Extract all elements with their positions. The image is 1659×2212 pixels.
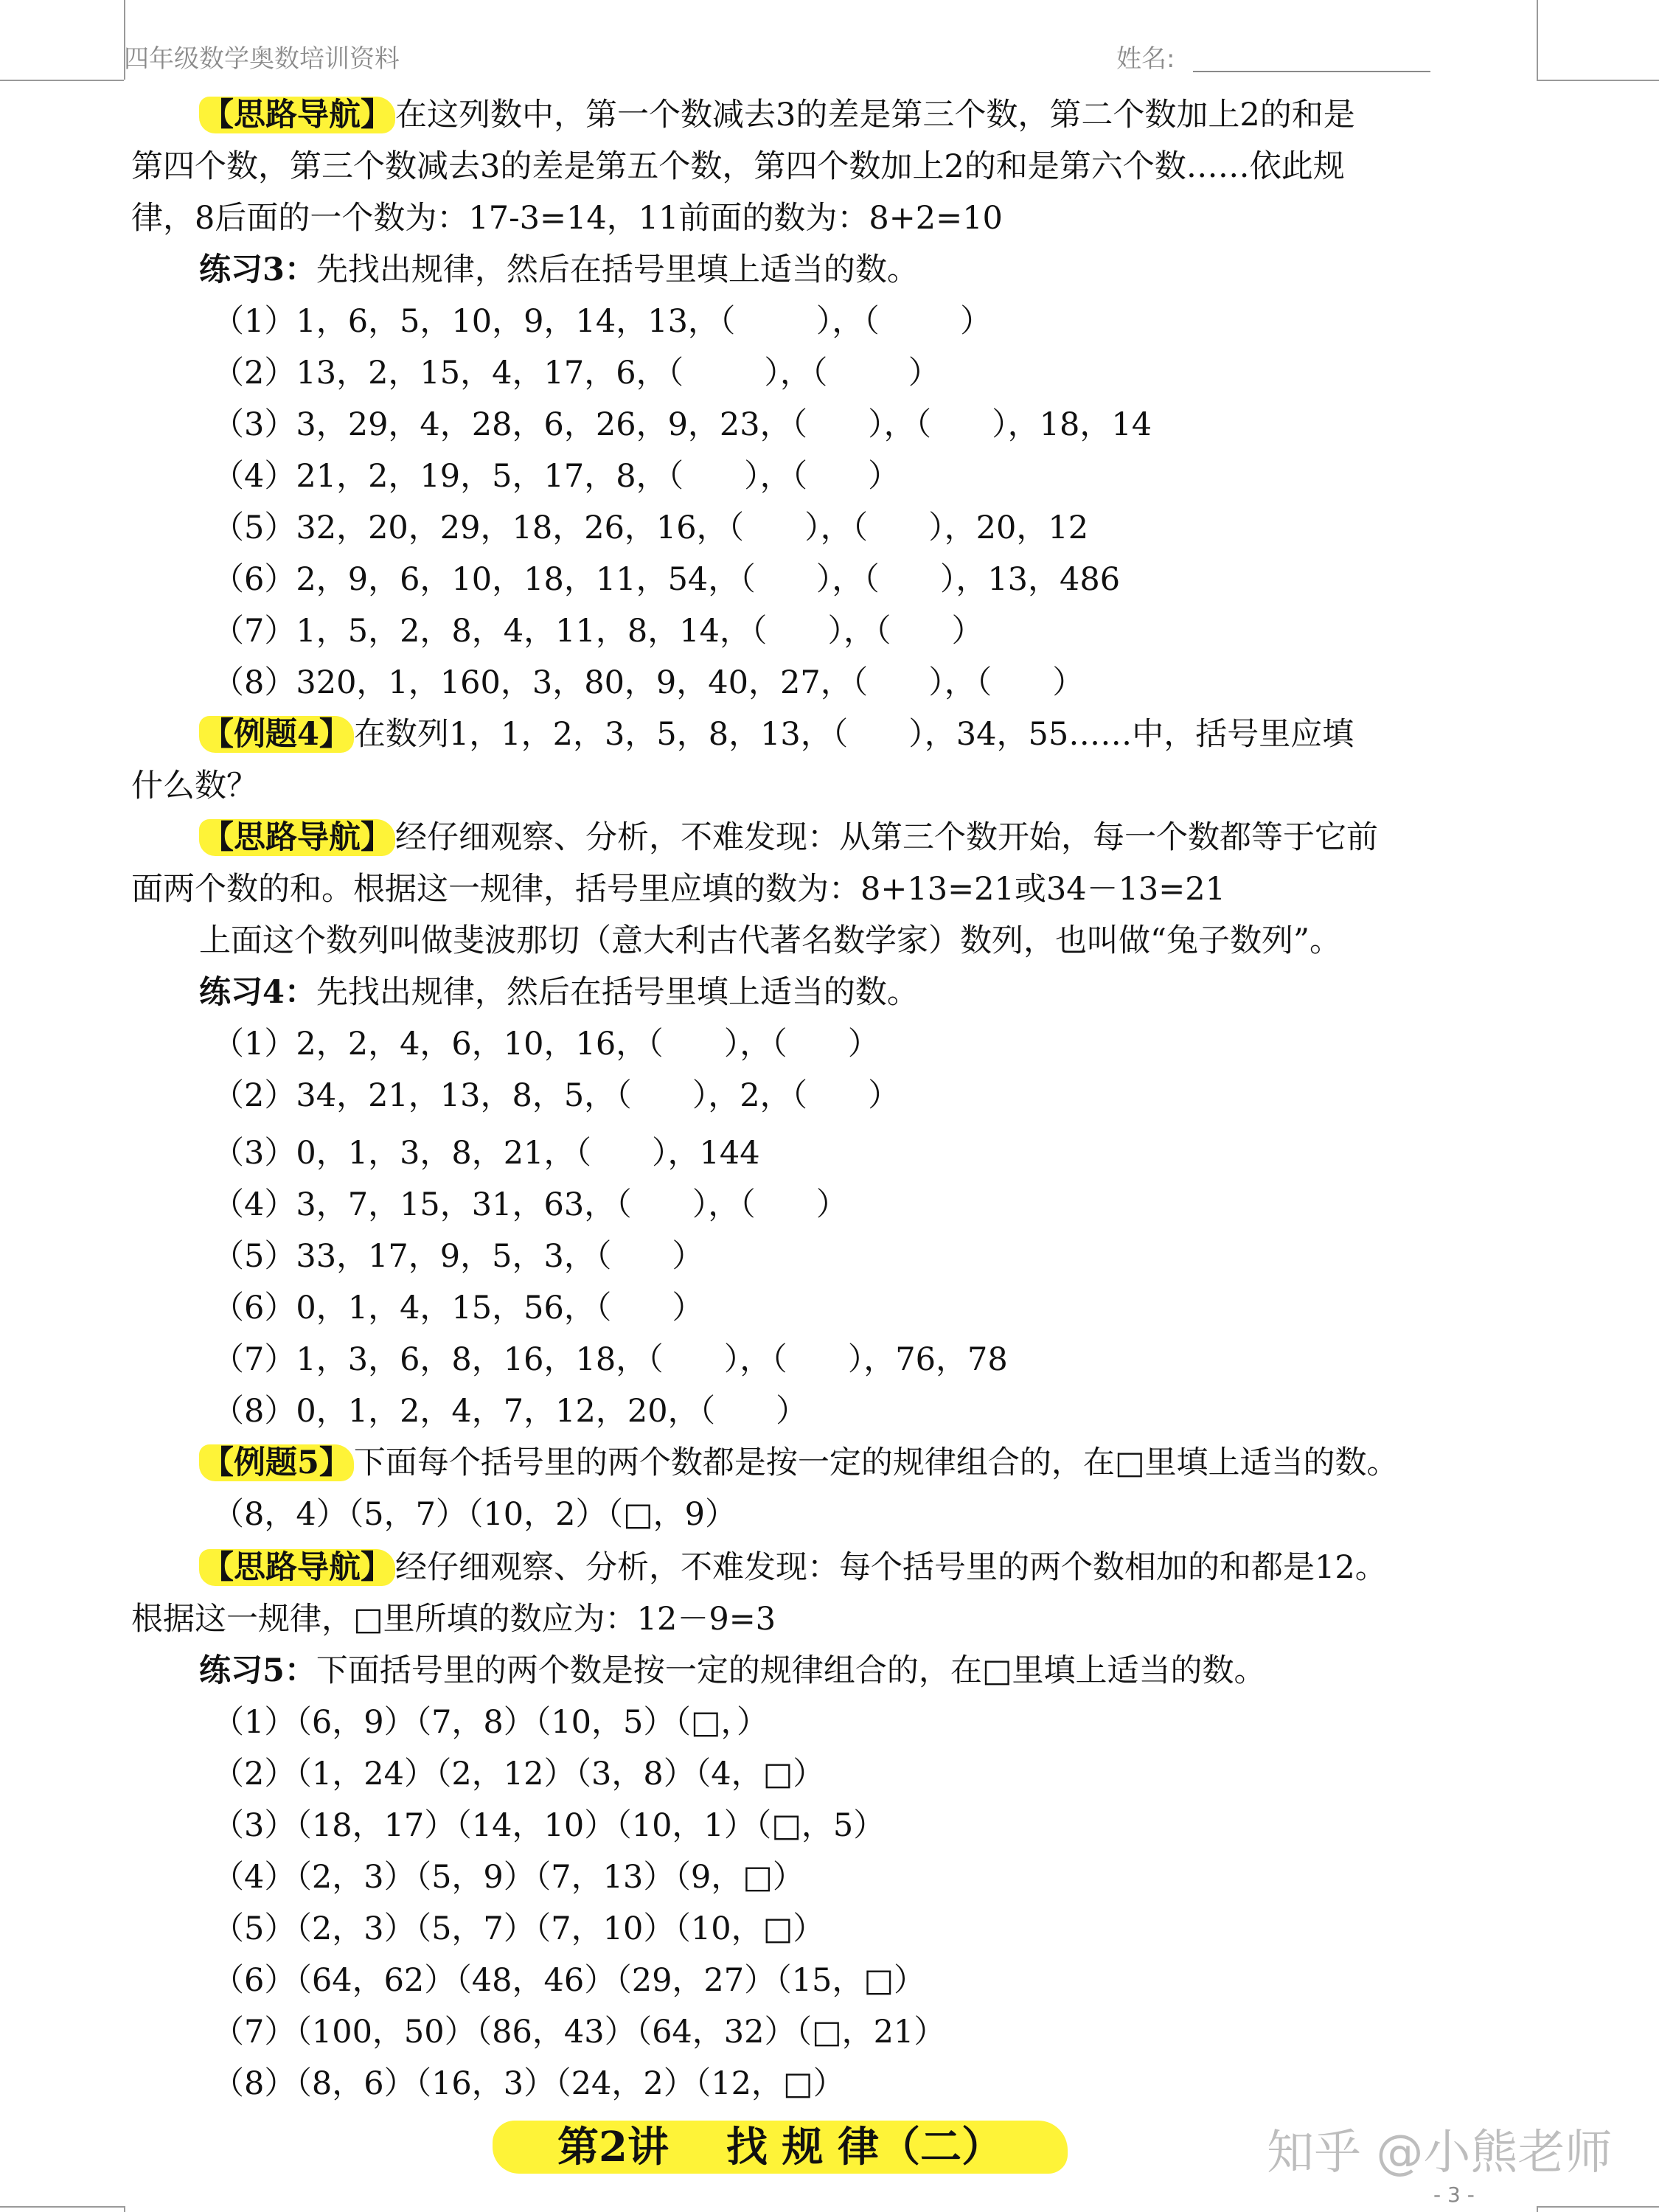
exercise-item: （2）34，21，13，8，5，（ ），2，（ ） — [212, 1077, 900, 1114]
text-line: 面两个数的和。根据这一规律，括号里应填的数为：8+13=21或34－13=21 — [131, 871, 1226, 908]
crop-mark — [0, 80, 124, 81]
header-name-label: 姓名: — [1116, 44, 1175, 74]
exercise-label: 练习3： — [199, 251, 316, 288]
exercise-label: 练习5： — [199, 1652, 316, 1689]
section-label: 【例题4】 — [199, 716, 354, 753]
watermark: 知乎 @小熊老师 — [1267, 2126, 1613, 2180]
example-line — [199, 1441, 1399, 1485]
line-text: 下面括号里的两个数是按一定的规律组合的，在□里填上适当的数。 — [316, 1652, 1266, 1689]
crop-mark — [1537, 2206, 1659, 2208]
name-blank-line — [1193, 71, 1430, 72]
exercise-item: （7）1，3，6，8，16，18，（ ），（ ），76，78 — [212, 1341, 1008, 1378]
line-text: 先找出规律，然后在括号里填上适当的数。 — [316, 251, 919, 288]
exercise-item: （5）（2，3）（5，7）（7，10）（10，□） — [212, 1910, 825, 1947]
exercise-heading — [199, 1649, 1266, 1693]
text-line: 根据这一规律，□里所填的数应为：12－9=3 — [131, 1601, 776, 1638]
crop-mark — [1537, 2206, 1538, 2212]
line-text: 下面每个括号里的两个数都是按一定的规律组合的，在□里填上适当的数。 — [353, 1444, 1399, 1481]
line-text: 在这列数中，第一个数减去3的差是第三个数，第二个数加上2的和是 — [395, 97, 1355, 133]
exercise-item: （4）（2，3）（5，9）（7，13）（9，□） — [212, 1859, 804, 1896]
exercise-item: （6）（64，62）（48，46）（29，27）（15，□） — [212, 1962, 925, 1999]
page-number: - 3 - — [1433, 2183, 1475, 2207]
exercise-item: （3）3，29，4，28，6，26，9，23，（ ），（ ），18，14 — [212, 406, 1152, 443]
section-label: 【思路导航】 — [199, 1549, 395, 1586]
exercise-item: （4）21，2，19，5，17，8，（ ），（ ） — [212, 458, 900, 495]
hint-line — [199, 93, 1355, 137]
exercise-item: （6）0，1，4，15，56，（ ） — [212, 1290, 704, 1326]
exercise-item: （8）0，1，2，4，7，12，20，（ ） — [212, 1393, 808, 1430]
exercise-item: （1）1，6，5，10，9，14，13，（ ），（ ） — [212, 303, 992, 340]
exercise-item: （8）320，1，160，3，80，9，40，27，（ ），（ ） — [212, 664, 1085, 701]
text-line: 第四个数，第三个数减去3的差是第五个数，第四个数加上2的和是第六个数……依此规 — [131, 148, 1345, 185]
exercise-item: （3）0，1，3，8，21，（ ），144 — [212, 1135, 760, 1172]
section-label: 【思路导航】 — [199, 97, 395, 133]
section-title: 第2讲 找 规 律（二） — [493, 2121, 1068, 2174]
crop-mark — [1537, 80, 1659, 81]
section-label: 【例题5】 — [199, 1444, 354, 1481]
exercise-item: （1）（6，9）（7，8）（10，5）（□，） — [212, 1704, 768, 1741]
exercise-item: （3）（18，17）（14，10）（10，1）（□，5） — [212, 1807, 886, 1844]
crop-mark — [124, 0, 125, 80]
exercise-item: （5）32，20，29，18，26，16，（ ），（ ），20，12 — [212, 509, 1089, 546]
example-line — [199, 712, 1354, 757]
exercise-item: （2）（1，24）（2，12）（3，8）（4，□） — [212, 1756, 825, 1792]
text-line: 上面这个数列叫做斐波那切（意大利古代著名数学家）数列，也叫做“兔子数列”。 — [199, 922, 1341, 959]
header-title: 四年级数学奥数培训资料 — [124, 44, 400, 74]
section-label: 【思路导航】 — [199, 819, 395, 856]
line-text: 在数列1，1，2，3，5，8，13，（ ），34，55……中，括号里应填 — [353, 716, 1354, 753]
line-text: 经仔细观察、分析，不难发现：从第三个数开始，每一个数都等于它前 — [395, 819, 1378, 856]
text-line: 律，8后面的一个数为：17-3=14，11前面的数为：8+2=10 — [131, 200, 1003, 237]
exercise-heading — [199, 248, 919, 292]
hint-line — [199, 815, 1378, 860]
text-line: 什么数？ — [131, 768, 258, 804]
crop-mark — [124, 2206, 125, 2212]
exercise-item: （5）33，17，9，5，3，（ ） — [212, 1238, 704, 1275]
exercise-item: （6）2，9，6，10，18，11，54，（ ），（ ），13，486 — [212, 561, 1121, 598]
crop-mark — [0, 2206, 124, 2208]
exercise-item: （7）（100，50）（86，43）（64，32）（□，21） — [212, 2014, 946, 2051]
exercise-item: （8）（8，6）（16，3）（24，2）（12，□） — [212, 2065, 845, 2102]
exercise-item: （4）3，7，15，31，63，（ ），（ ） — [212, 1186, 848, 1223]
exercise-item: （2）13，2，15，4，17，6，（ ），（ ） — [212, 355, 940, 392]
text-line: （8，4）（5，7）（10，2）（□，9） — [212, 1496, 737, 1533]
exercise-label: 练习4： — [199, 974, 316, 1011]
line-text: 经仔细观察、分析，不难发现：每个括号里的两个数相加的和都是12。 — [395, 1549, 1387, 1586]
crop-mark — [1537, 0, 1538, 80]
exercise-item: （1）2，2，4，6，10，16，（ ），（ ） — [212, 1026, 880, 1062]
exercise-item: （7）1，5，2，8，4，11，8，14，（ ），（ ） — [212, 613, 984, 650]
line-text: 先找出规律，然后在括号里填上适当的数。 — [316, 974, 919, 1011]
hint-line — [199, 1545, 1387, 1590]
exercise-heading — [199, 970, 919, 1015]
